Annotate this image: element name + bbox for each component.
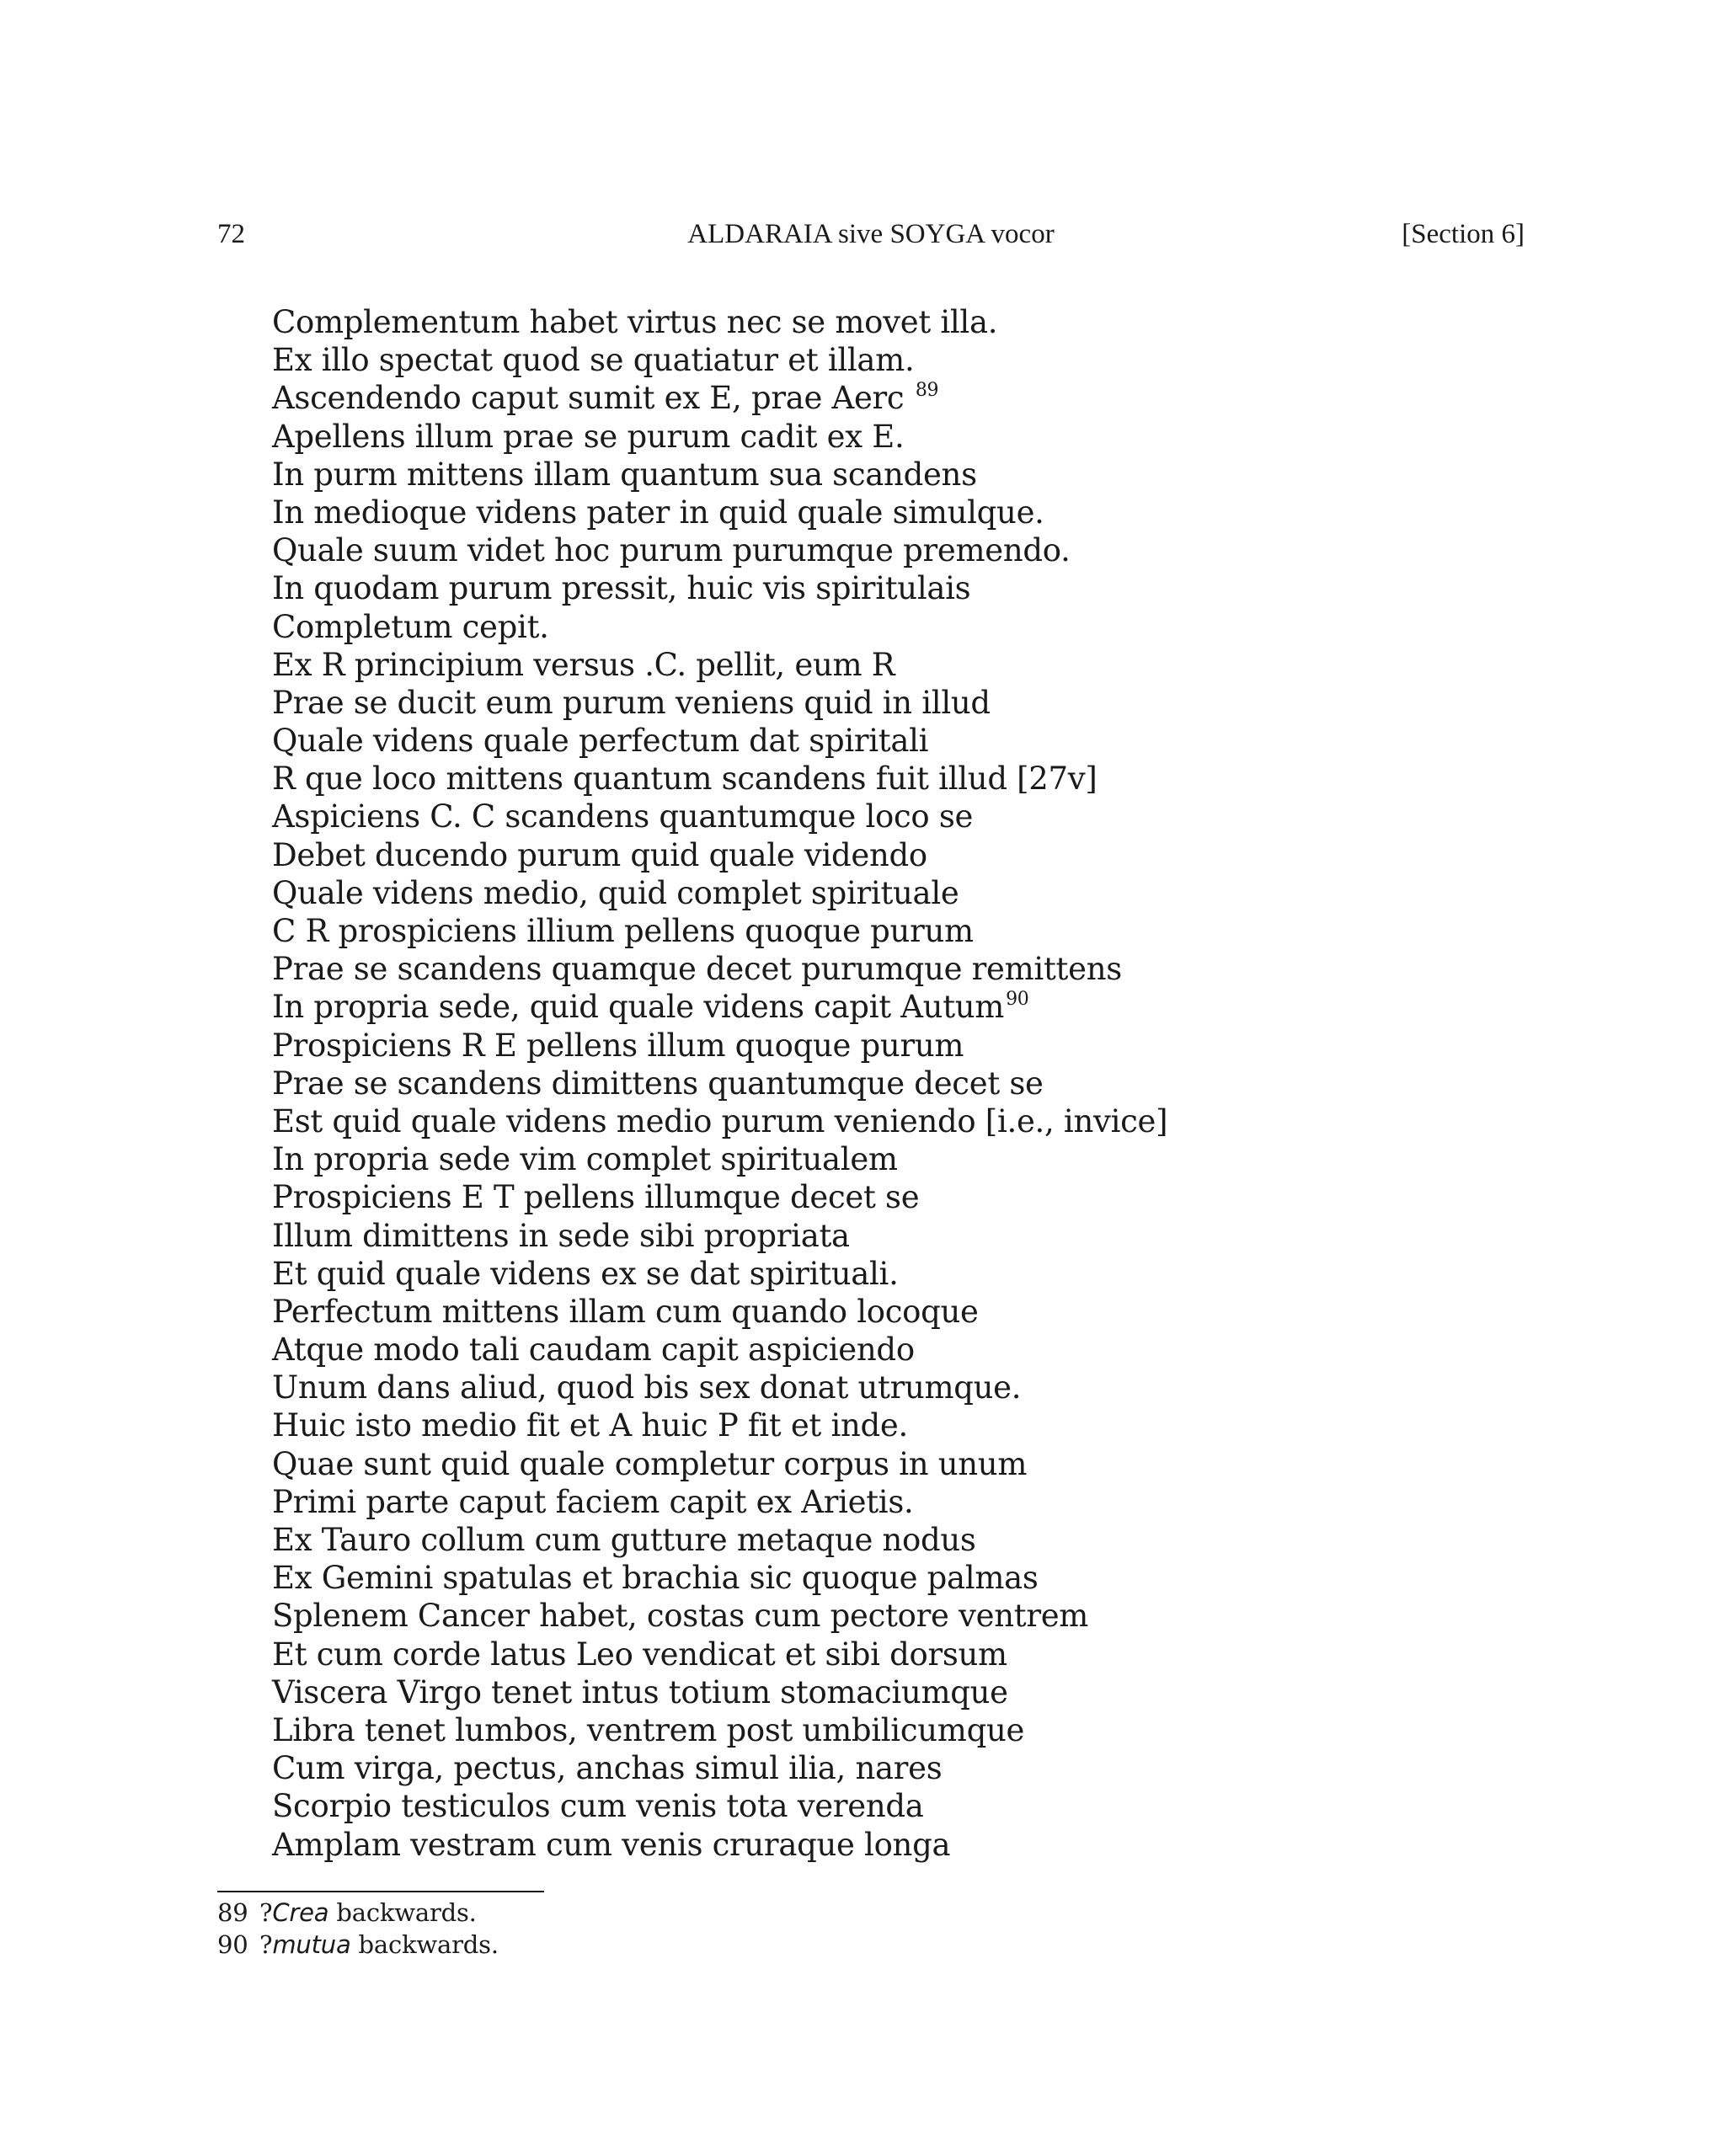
poem-line: Splenem Cancer habet, costas cum pectore ventrem [272,1598,1089,1635]
poem-line: Perfectum mittens illam cum quando locoque [272,1293,979,1330]
poem-line: Huic isto medio fit et A huic P fit et inde. [272,1407,908,1444]
poem-line: C R prospiciens illium pellens quoque purum [272,913,974,949]
footnote-word: Crea [272,1898,329,1927]
section-label: [Section 6] [1402,219,1525,249]
poem-line: Quale videns quale perfectum dat spiritali [272,723,929,760]
poem-line: Completum cepit. [272,608,549,645]
poem-line: Prae se scandens quamque decet purumque remittens [272,951,1122,988]
poem-line: Ascendendo caput sumit ex E, prae Aerc $^{89}$ [272,380,939,417]
poem-line: Est quid quale videns medio purum veniendo [i.e., invice] [272,1102,1168,1139]
poem-line: Complementum habet virtus nec se movet illa. [272,304,998,340]
poem-line: In medioque videns pater in quid quale simulque. [272,494,1044,531]
footnote-ref-90[interactable]: 90 [1006,989,1029,1011]
poem-line: In purm mittens illam quantum sua scandens [272,456,977,493]
poem-line: Quae sunt quid quale completur corpus in unum [272,1445,1028,1482]
footnote-prefix: ? [259,1898,273,1927]
footnote-number: 89 [217,1898,248,1927]
poem-line: Apellens illum prae se purum cadit ex E. [272,418,905,455]
footnote-divider [217,1891,544,1892]
footnote-number: 90 [217,1930,248,1959]
poem-line: Ex illo spectat quod se quatiatur et illam. [272,342,915,379]
footnote-prefix: ? [259,1930,273,1959]
poem-line: Ex Tauro collum cum gutture metaque nodus [272,1522,976,1558]
poem-line: In propria sede, quid quale videns capit Autum$^{90}$ [272,989,1029,1026]
poem-line: Prae se ducit eum purum veniens quid in illud [272,684,991,721]
poem-line: Et quid quale videns ex se dat spirituali. [272,1255,899,1292]
poem-line: Cum virga, pectus, anchas simul ilia, nares [272,1750,943,1787]
poem-line: Ex R principium versus .C. pellit, eum R [272,646,895,683]
poem-line: Prospiciens E T pellens illumque decet se [272,1179,920,1216]
poem-line: Libra tenet lumbos, ventrem post umbilicumque [272,1711,1025,1748]
poem-line: Prospiciens R E pellens illum quoque purum [272,1027,964,1064]
poem-line: Quale suum videt hoc purum purumque premendo. [272,532,1071,569]
poem-line: Ex Gemini spatulas et brachia sic quoque palmas [272,1560,1039,1597]
poem-line: Atque modo tali caudam capit aspiciendo [272,1331,915,1369]
running-header [217,216,1525,253]
poem-line: In quodam purum pressit, huic vis spiritulais [272,570,971,607]
poem-line: Quale videns medio, quid complet spirituale [272,874,959,911]
page-number: 72 [217,219,245,249]
footnote-text: backwards. [328,1898,477,1927]
poem-line: Viscera Virgo tenet intus totium stomaciumque [272,1673,1008,1710]
poem-line: Unum dans aliud, quod bis sex donat utrumque. [272,1369,1022,1406]
poem-line: In propria sede vim complet spiritualem [272,1141,898,1178]
poem-line: Et cum corde latus Leo vendicat et sibi dorsum [272,1636,1007,1673]
poem-line: Debet ducendo purum quid quale videndo [272,836,927,873]
poem-line: Scorpio testiculos cum venis tota verenda [272,1788,924,1825]
poem-line: Illum dimittens in sede sibi propriata [272,1217,850,1254]
poem-line: R que loco mittens quantum scandens fuit illud [27v] [272,760,1097,798]
poem-line: Primi parte caput faciem capit ex Arietis. [272,1483,914,1520]
poem-line: Aspiciens C. C scandens quantumque loco se [272,798,974,835]
footnote-90 [217,1929,1060,1961]
footnote-text: backwards. [350,1930,499,1959]
poem-line: Amplam vestram cum venis cruraque longa [272,1826,951,1863]
running-title: ALDARAIA sive SOYGA vocor [687,219,1055,249]
poem-text [272,303,1535,1864]
footnote-89 [217,1897,1060,1929]
poem-line: Prae se scandens dimittens quantumque decet se [272,1065,1044,1102]
footnotes [217,1897,1060,1961]
footnote-word: mutua [272,1930,351,1959]
footnote-ref-89[interactable]: 89 [915,380,939,402]
